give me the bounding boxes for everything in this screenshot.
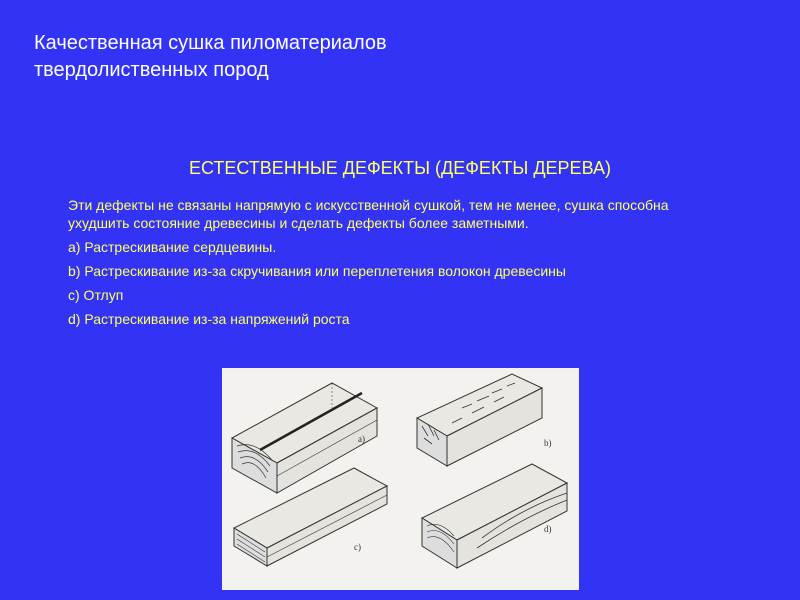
figure-label-c: c) <box>354 542 361 552</box>
intro-paragraph: Эти дефекты не связаны напрямую с искусственной сушкой, тем не менее, сушка способна ухудшить состояние древесины и сделать дефекты более заметными. <box>68 197 669 231</box>
section-heading: ЕСТЕСТВЕННЫЕ ДЕФЕКТЫ (ДЕФЕКТЫ ДЕРЕВА) <box>189 158 611 178</box>
list-item-b: b) Растрескивание из-за скручивания или переплетения волокон древесины <box>68 263 566 279</box>
slide-title-line-1: Качественная сушка пиломатериалов <box>34 32 387 54</box>
list-item-c: c) Отлуп <box>68 287 124 303</box>
list-item-d: d) Растрескивание из-за напряжений роста <box>68 311 350 327</box>
slide-title-line-2: твердолиственных пород <box>34 59 269 81</box>
figure-label-a: a) <box>358 434 365 444</box>
section-body <box>68 196 718 334</box>
slide-title <box>34 30 634 84</box>
plank-b-drawing <box>417 374 542 466</box>
plank-c-drawing <box>234 468 387 566</box>
figure-label-b: b) <box>544 438 552 448</box>
defects-illustration <box>222 368 579 590</box>
list-item-a: a) Растрескивание сердцевины. <box>68 239 277 255</box>
figure-label-d: d) <box>544 524 552 534</box>
plank-d-drawing <box>422 464 567 568</box>
